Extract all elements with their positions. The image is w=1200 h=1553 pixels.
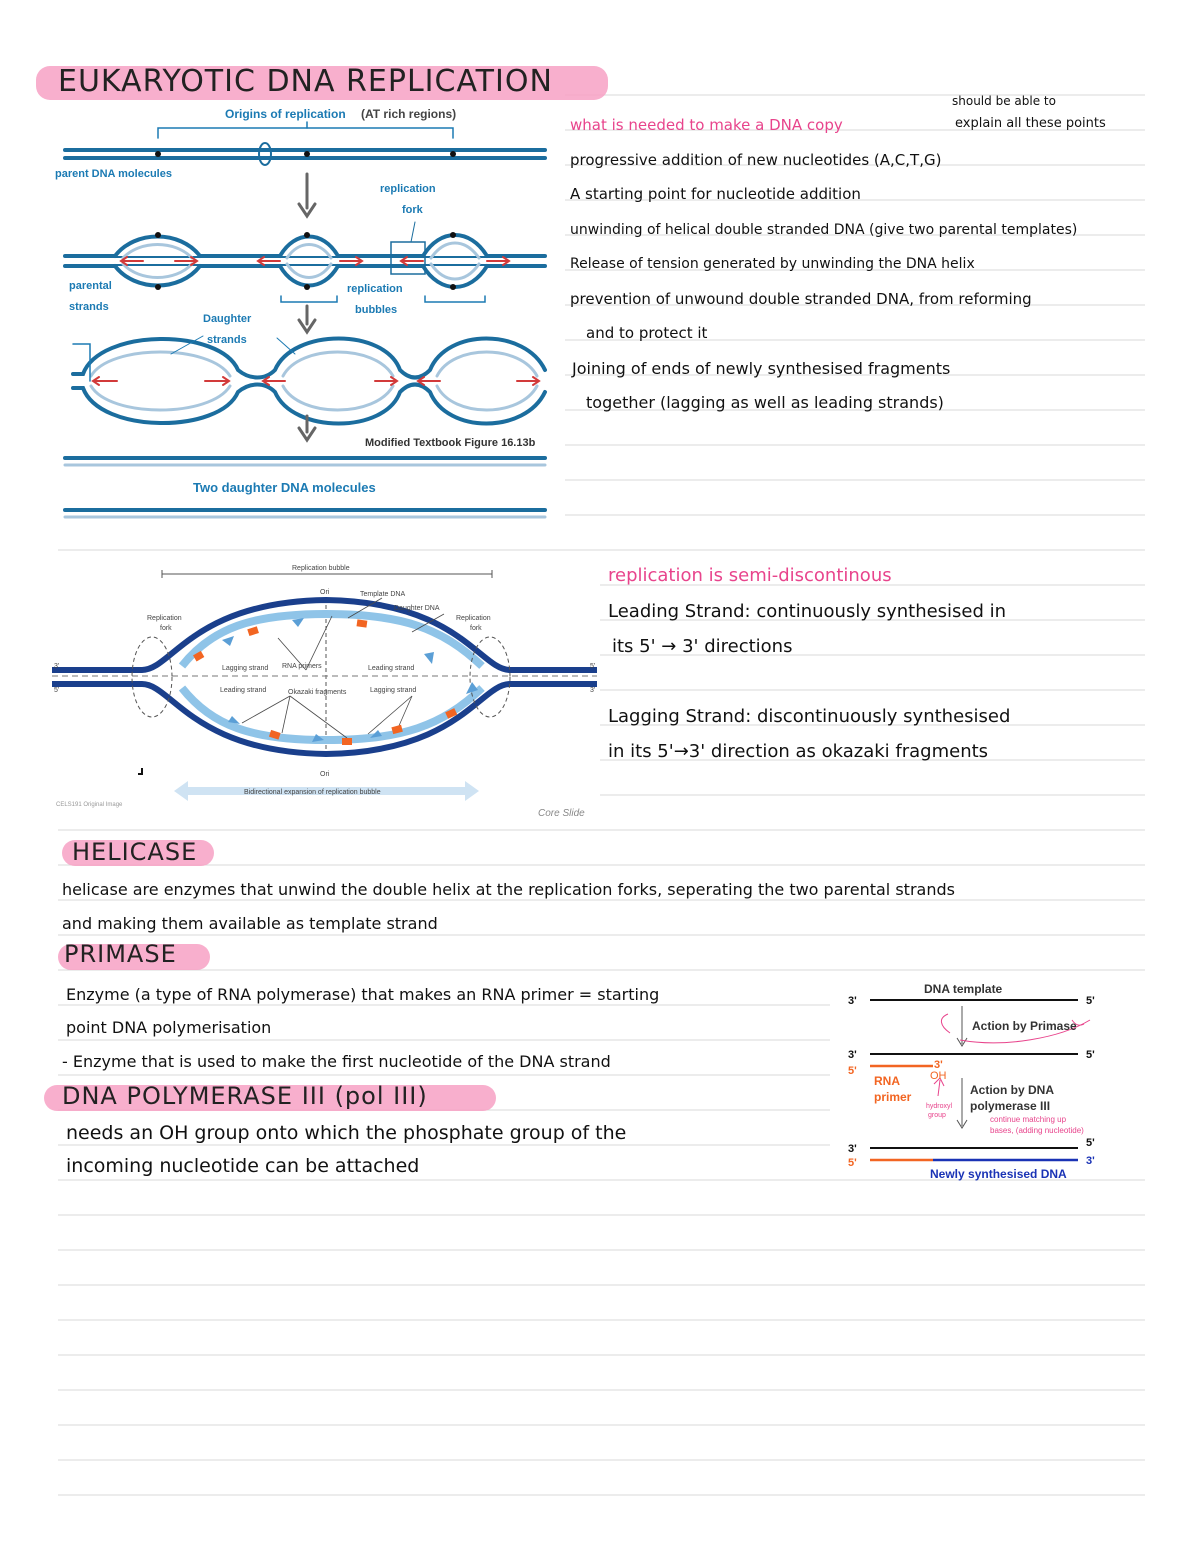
- parental-strands-label-1: parental: [69, 280, 112, 292]
- right-five-prime: 5': [590, 663, 596, 670]
- three-prime-4: 3': [1086, 1155, 1095, 1167]
- lagging-strand-note-1: Lagging Strand: discontinuously synthesised: [608, 706, 1011, 727]
- primase-heading: PRIMASE: [64, 940, 177, 968]
- continue-label-1: continue matching up: [990, 1115, 1067, 1124]
- three-prime-1: 3': [848, 995, 857, 1007]
- replication-fork-label-1: replication: [380, 183, 436, 195]
- leading-strand-note-2: its 5' → 3' directions: [612, 636, 793, 657]
- ori-top-label: Ori: [320, 589, 330, 596]
- replication-fork-label-2: fork: [402, 204, 423, 216]
- source-label: CELS191 Original Image: [56, 802, 123, 808]
- semi-discontinuous-heading: replication is semi-discontinous: [608, 565, 892, 586]
- origins-label: Origins of replication: [225, 107, 346, 121]
- continue-label-2: bases, (adding nucleotide): [990, 1126, 1084, 1135]
- hydroxyl-label-2: group: [928, 1112, 946, 1119]
- primase-line-1: Enzyme (a type of RNA polymerase) that makes an RNA primer = starting: [66, 985, 660, 1004]
- parent-dna-label: parent DNA molecules: [55, 168, 172, 180]
- ori-bottom-label: Ori: [320, 771, 330, 778]
- five-prime-1: 5': [1086, 995, 1095, 1007]
- pol3-heading: DNA POLYMERASE III (pol III): [62, 1082, 428, 1110]
- leading-strand-label-top: Leading strand: [368, 665, 415, 672]
- right-three-prime: 3': [590, 687, 596, 694]
- replication-bubble-label: Replication bubble: [292, 565, 350, 572]
- template-dna-label: Template DNA: [360, 591, 406, 598]
- helicase-line-1: helicase are enzymes that unwind the double helix at the replication forks, seperating the two parental strands: [62, 880, 955, 899]
- lagging-strand-note-2: in its 5'→3' direction as okazaki fragments: [608, 741, 989, 762]
- five-prime-4: 5': [848, 1157, 857, 1169]
- primer-label: primer: [874, 1090, 912, 1104]
- okazaki-label: Okazaki fragments: [288, 689, 347, 696]
- notes-question: what is needed to make a DNA copy: [570, 116, 843, 134]
- rep-fork-right-1: Replication: [456, 615, 491, 622]
- bullet-6: Joining of ends of newly synthesised fragments: [572, 359, 951, 378]
- newly-synthesised-label: Newly synthesised DNA: [930, 1167, 1067, 1181]
- hydroxyl-label-1: hydroxyl: [926, 1103, 953, 1110]
- rna-primers-label: RNA primers: [282, 663, 322, 670]
- action-primase-label: Action by Primase: [972, 1019, 1077, 1033]
- daughter-strands-label-1: Daughter: [203, 313, 252, 325]
- figure-caption: Modified Textbook Figure 16.13b: [365, 437, 536, 449]
- two-daughter-label: Two daughter DNA molecules: [193, 480, 376, 495]
- bullet-5: prevention of unwound double stranded DNA, from reforming: [570, 290, 1032, 308]
- pol3-line-2: incoming nucleotide can be attached: [66, 1155, 420, 1177]
- three-prime-3: 3': [848, 1143, 857, 1155]
- pol3-line-1: needs an OH group onto which the phosphate group of the: [66, 1122, 627, 1144]
- leading-strand-label-bottom: Leading strand: [220, 687, 267, 694]
- lagging-strand-label-bottom: Lagging strand: [370, 687, 417, 694]
- parental-strands-label-2: strands: [69, 301, 109, 313]
- daughter-strands-label-2: strands: [207, 334, 247, 346]
- primase-line-2: point DNA polymerisation: [66, 1018, 272, 1037]
- helicase-heading: HELICASE: [72, 838, 198, 866]
- bullet-6-cont: together (lagging as well as leading strands): [586, 393, 944, 412]
- bullet-3: unwinding of helical double stranded DNA (give two parental templates): [570, 222, 1078, 238]
- five-prime-3: 5': [1086, 1137, 1095, 1149]
- at-rich-label: (AT rich regions): [361, 107, 457, 121]
- dna-template-label: DNA template: [924, 982, 1003, 996]
- helicase-line-2: and making them available as template strand: [62, 914, 438, 933]
- notes-aside-1: should be able to: [952, 94, 1056, 108]
- primase-line-3: - Enzyme that is used to make the first nucleotide of the DNA strand: [62, 1052, 611, 1071]
- bullet-4: Release of tension generated by unwinding the DNA helix: [570, 256, 975, 272]
- three-prime-2: 3': [848, 1049, 857, 1061]
- replication-bubbles-label-1: replication: [347, 283, 403, 295]
- page-title: EUKARYOTIC DNA REPLICATION: [58, 64, 553, 99]
- left-three-prime: 3': [54, 663, 60, 670]
- core-slide-label: Core Slide: [538, 808, 585, 818]
- figure-replication-origins: [55, 100, 555, 520]
- figure-replication-bubble: [52, 558, 597, 818]
- five-prime-primer: 5': [848, 1065, 857, 1077]
- rep-fork-left-2: fork: [160, 625, 172, 632]
- action-pol-label-1: Action by DNA: [970, 1083, 1054, 1097]
- notes-aside-2: explain all these points: [955, 116, 1106, 131]
- three-prime-primer: 3': [934, 1059, 943, 1071]
- leading-strand-note-1: Leading Strand: continuously synthesised in: [608, 601, 1007, 622]
- left-five-prime: 5': [54, 687, 60, 694]
- action-pol-label-2: polymerase III: [970, 1099, 1051, 1113]
- bullet-5-cont: and to protect it: [586, 324, 708, 342]
- rna-label: RNA: [874, 1074, 900, 1088]
- rep-fork-right-2: fork: [470, 625, 482, 632]
- rep-fork-left-1: Replication: [147, 615, 182, 622]
- bullet-2: A starting point for nucleotide addition: [570, 185, 861, 203]
- oh-label: OH: [930, 1070, 947, 1082]
- five-prime-2: 5': [1086, 1049, 1095, 1061]
- lagging-strand-label: Lagging strand: [222, 665, 269, 672]
- bidirectional-label: Bidirectional expansion of replication bubble: [244, 789, 381, 796]
- bullet-1: progressive addition of new nucleotides (A,C,T,G): [570, 151, 942, 169]
- replication-bubbles-label-2: bubbles: [355, 304, 398, 316]
- figure-primase-polymerase: [840, 978, 1140, 1183]
- daughter-dna-label: Daughter DNA: [394, 605, 440, 612]
